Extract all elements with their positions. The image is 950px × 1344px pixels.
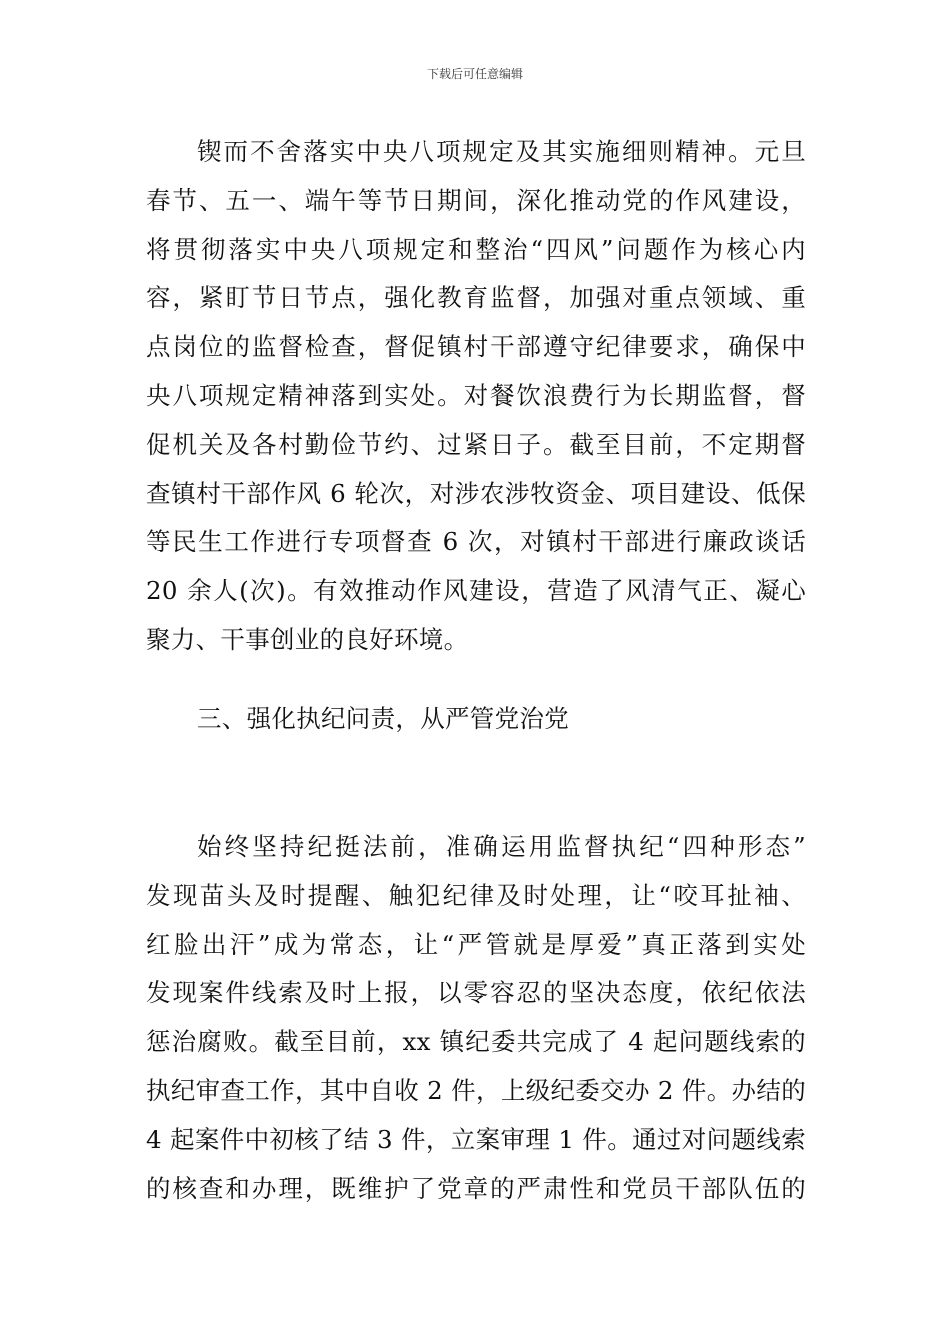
paragraph-line: 等民生工作进行专项督查 6 次，对镇村干部进行廉政谈话 [146, 527, 806, 557]
paragraph-line: 容，紧盯节日节点，强化教育监督，加强对重点领域、重 [146, 283, 806, 313]
paragraph-line: 央八项规定精神落到实处。对餐饮浪费行为长期监督，督 [146, 380, 806, 410]
paragraph-line: 查镇村干部作风 6 轮次，对涉农涉牧资金、项目建设、低保 [146, 478, 806, 508]
paragraph-line: 发现苗头及时提醒、触犯纪律及时处理，让“咬耳扯袖、 [146, 880, 806, 910]
paragraph-line: 执纪审查工作，其中自收 2 件，上级纪委交办 2 件。办结的 [146, 1075, 806, 1105]
paragraph-line: 20 余人(次)。有效推动作风建设，营造了风清气正、凝心 [146, 576, 806, 606]
paragraph-line: 始终坚持纪挺法前，准确运用监督执纪“四种形态” [197, 832, 806, 861]
page-header-note: 下载后可任意编辑 [426, 67, 523, 81]
paragraph-accountability [146, 823, 806, 1213]
paragraph-line: 将贯彻落实中央八项规定和整治“四风”问题作为核心内 [146, 234, 806, 264]
paragraph-discipline-inspection [146, 128, 806, 665]
paragraph-line: 红脸出汗”成为常态，让“严管就是厚爱”真正落到实处 [146, 929, 806, 959]
paragraph-line: 4 起案件中初核了结 3 件，立案审理 1 件。通过对问题线索 [146, 1124, 806, 1154]
paragraph-line: 春节、五一、端午等节日期间，深化推动党的作风建设， [146, 185, 806, 215]
paragraph-line: 锲而不舍落实中央八项规定及其实施细则精神。元旦 [197, 137, 806, 166]
paragraph-line: 促机关及各村勤俭节约、过紧日子。截至目前，不定期督 [146, 429, 806, 459]
paragraph-line: 点岗位的监督检查，督促镇村干部遵守纪律要求，确保中 [146, 332, 806, 362]
paragraph-line: 的核查和办理，既维护了党章的严肃性和党员干部队伍的 [146, 1173, 806, 1203]
paragraph-line: 聚力、干事创业的良好环境。 [146, 624, 469, 654]
paragraph-line: 惩治腐败。截至目前，xx 镇纪委共完成了 4 起问题线索的 [146, 1027, 806, 1057]
paragraph-line: 发现案件线索及时上报，以零容忍的坚决态度，依纪依法 [146, 978, 806, 1008]
section-heading-text: 三、强化执纪问责，从严管党治党 [197, 704, 569, 733]
section-heading [146, 695, 806, 744]
